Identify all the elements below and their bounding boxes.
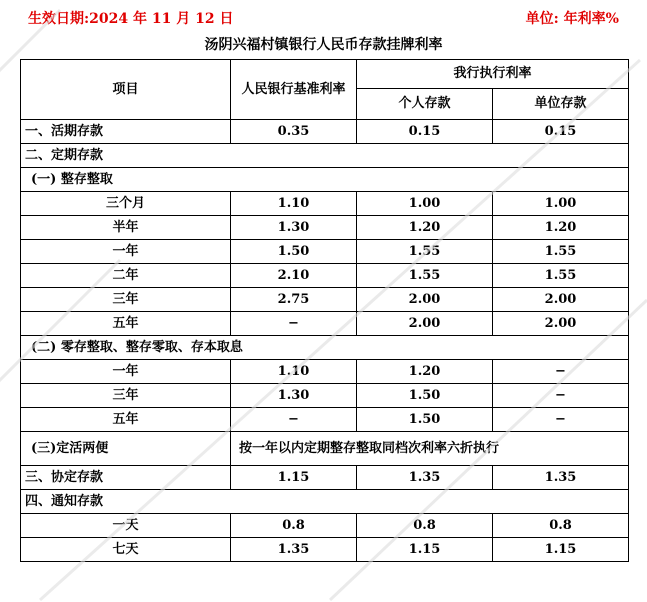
base-rate: 1.15 [231, 466, 357, 490]
row-label: 半年 [21, 216, 231, 240]
table-row [21, 192, 629, 216]
row-label: 七天 [21, 538, 231, 562]
table-header-row [21, 60, 629, 89]
section-row [21, 336, 629, 360]
col-header-corporate: 单位存款 [493, 89, 629, 120]
base-rate: 2.10 [231, 264, 357, 288]
section-label: 四、通知存款 [21, 490, 629, 514]
base-rate: − [231, 408, 357, 432]
table-row [21, 408, 629, 432]
base-rate: 1.10 [231, 360, 357, 384]
table-row [21, 288, 629, 312]
col-header-personal: 个人存款 [357, 89, 493, 120]
table-row [21, 384, 629, 408]
corporate-rate: 2.00 [493, 288, 629, 312]
corporate-rate: 0.15 [493, 120, 629, 144]
corporate-rate: − [493, 408, 629, 432]
personal-rate: 1.20 [357, 360, 493, 384]
corporate-rate: 1.35 [493, 466, 629, 490]
personal-rate: 2.00 [357, 288, 493, 312]
row-label: 五年 [21, 312, 231, 336]
table-row [21, 216, 629, 240]
flex-rate-note: 按一年以内定期整存整取同档次利率六折执行 [231, 432, 629, 466]
row-label: 二年 [21, 264, 231, 288]
top-info-bar [28, 8, 619, 28]
row-label: 一、活期存款 [21, 120, 231, 144]
col-header-item: 项目 [21, 60, 231, 120]
table-row [21, 120, 629, 144]
corporate-rate: 1.00 [493, 192, 629, 216]
base-rate: 0.35 [231, 120, 357, 144]
personal-rate: 1.55 [357, 264, 493, 288]
corporate-rate: − [493, 384, 629, 408]
row-label: 三、协定存款 [21, 466, 231, 490]
subsection-label: (一) 整存整取 [21, 168, 629, 192]
personal-rate: 1.55 [357, 240, 493, 264]
personal-rate: 1.50 [357, 384, 493, 408]
subsection-label: (二) 零存整取、整存零取、存本取息 [21, 336, 629, 360]
unit-label: 单位: 年利率% [525, 11, 619, 27]
table-row [21, 538, 629, 562]
personal-rate: 0.15 [357, 120, 493, 144]
base-rate: 0.8 [231, 514, 357, 538]
base-rate: 1.10 [231, 192, 357, 216]
row-label: 一天 [21, 514, 231, 538]
personal-rate: 1.35 [357, 466, 493, 490]
row-label: 五年 [21, 408, 231, 432]
table-row [21, 432, 629, 466]
section-row [21, 490, 629, 514]
personal-rate: 1.50 [357, 408, 493, 432]
row-label: 三年 [21, 384, 231, 408]
section-row [21, 144, 629, 168]
corporate-rate: − [493, 360, 629, 384]
personal-rate: 1.00 [357, 192, 493, 216]
personal-rate: 1.15 [357, 538, 493, 562]
rate-table [20, 59, 629, 562]
effective-date: 生效日期:2024 年 11 月 12 日 [28, 11, 234, 27]
table-row [21, 466, 629, 490]
base-rate: 1.35 [231, 538, 357, 562]
corporate-rate: 1.55 [493, 264, 629, 288]
table-row [21, 514, 629, 538]
row-label: 三年 [21, 288, 231, 312]
personal-rate: 0.8 [357, 514, 493, 538]
corporate-rate: 1.20 [493, 216, 629, 240]
base-rate: 1.30 [231, 216, 357, 240]
col-header-bank-rate: 我行执行利率 [357, 60, 629, 89]
row-label: 一年 [21, 240, 231, 264]
section-label: 二、定期存款 [21, 144, 629, 168]
row-label: 一年 [21, 360, 231, 384]
table-row [21, 264, 629, 288]
section-row [21, 168, 629, 192]
table-row [21, 360, 629, 384]
corporate-rate: 1.15 [493, 538, 629, 562]
row-label: 三个月 [21, 192, 231, 216]
base-rate: − [231, 312, 357, 336]
corporate-rate: 0.8 [493, 514, 629, 538]
col-header-pboc-base: 人民银行基准利率 [231, 60, 357, 120]
base-rate: 1.30 [231, 384, 357, 408]
row-label: (三)定活两便 [21, 432, 231, 466]
base-rate: 1.50 [231, 240, 357, 264]
table-row [21, 312, 629, 336]
table-row [21, 240, 629, 264]
personal-rate: 1.20 [357, 216, 493, 240]
base-rate: 2.75 [231, 288, 357, 312]
page-title: 汤阴兴福村镇银行人民币存款挂牌利率 [204, 37, 443, 53]
personal-rate: 2.00 [357, 312, 493, 336]
corporate-rate: 1.55 [493, 240, 629, 264]
corporate-rate: 2.00 [493, 312, 629, 336]
